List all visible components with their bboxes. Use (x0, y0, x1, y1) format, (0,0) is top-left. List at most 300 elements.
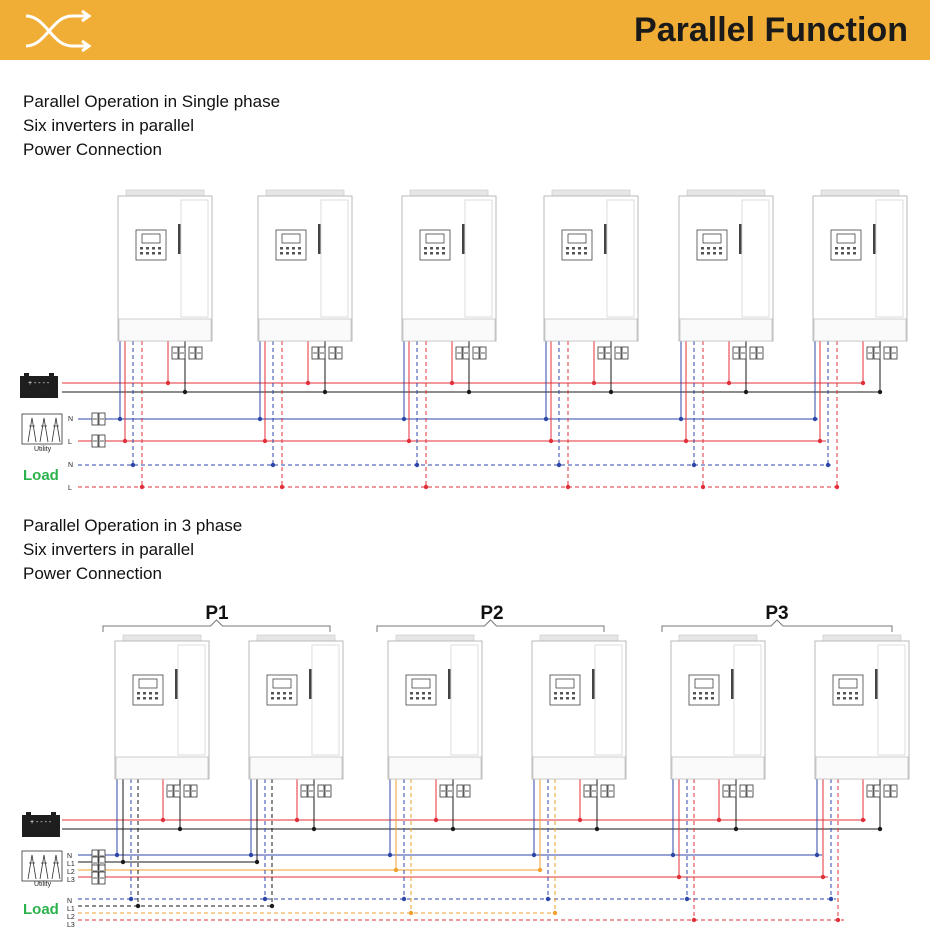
battery-terminal (51, 812, 56, 815)
junction-dot (407, 439, 411, 443)
junction-dot (532, 853, 536, 857)
junction-dot (671, 853, 675, 857)
load-wire-label-l1-three: L1 (67, 906, 75, 913)
button-key (137, 697, 140, 700)
lcd-screen (568, 234, 586, 243)
junction-dot (131, 463, 135, 467)
junction-dot (394, 868, 398, 872)
lcd-screen (556, 679, 574, 688)
button-key (155, 697, 158, 700)
junction-dot (255, 860, 259, 864)
inverter-base (672, 757, 764, 779)
wire-label-n-single: N (68, 416, 74, 423)
lcd-screen (695, 679, 713, 688)
button-key (853, 252, 856, 255)
button-key (572, 697, 575, 700)
single-phase-line-3: Power Connection (23, 140, 162, 159)
battery-breaker (312, 347, 325, 359)
junction-dot (684, 439, 688, 443)
handle-slot (873, 224, 876, 254)
junction-dot (829, 897, 833, 901)
inverter-single-2 (258, 190, 352, 341)
button-key (554, 692, 557, 695)
junction-dot (450, 381, 454, 385)
inverter-base (680, 319, 772, 341)
button-key (849, 697, 852, 700)
junction-dot (434, 818, 438, 822)
three-phase-line-3: Power Connection (23, 564, 162, 583)
battery-breaker-3p (601, 785, 614, 797)
button-key (841, 247, 844, 250)
battery-breaker-3p (440, 785, 453, 797)
button-key (155, 692, 158, 695)
lcd-screen (426, 234, 444, 243)
button-key (835, 252, 838, 255)
junction-dot (161, 818, 165, 822)
lcd-screen (282, 234, 300, 243)
junction-dot (388, 853, 392, 857)
button-key (430, 252, 433, 255)
inverter-top-cap (257, 635, 335, 641)
inverter-side-panel (595, 645, 622, 755)
button-key (277, 692, 280, 695)
button-key (430, 247, 433, 250)
battery-breaker-3p (867, 785, 880, 797)
junction-dot (263, 439, 267, 443)
button-key (137, 692, 140, 695)
inverter-base (250, 757, 342, 779)
battery-breaker-3p (301, 785, 314, 797)
button-key (572, 252, 575, 255)
button-key (566, 697, 569, 700)
button-key (271, 697, 274, 700)
junction-dot (553, 911, 557, 915)
battery-breaker-3p (167, 785, 180, 797)
button-key (422, 692, 425, 695)
junction-dot (692, 463, 696, 467)
battery-marks: + - - - - (28, 380, 50, 387)
wire-label-l1-three: L1 (67, 861, 75, 868)
inverter-three-1 (115, 635, 209, 779)
button-key (292, 252, 295, 255)
junction-dot (249, 853, 253, 857)
inverter-base (403, 319, 495, 341)
button-key (271, 692, 274, 695)
battery-breaker (867, 347, 880, 359)
inverters-layer (20, 190, 909, 884)
wire-label-l3-three: L3 (67, 877, 75, 884)
button-key (837, 697, 840, 700)
button-key (416, 697, 419, 700)
inverter-top-cap (552, 190, 630, 196)
wire-label-n-three: N (67, 853, 73, 860)
group-label-p1: P1 (205, 603, 229, 624)
button-key (289, 697, 292, 700)
battery-breaker (172, 347, 185, 359)
junction-dot (549, 439, 553, 443)
button-key (566, 692, 569, 695)
battery-breaker (733, 347, 746, 359)
button-key (707, 252, 710, 255)
button-key (572, 692, 575, 695)
battery-breaker (189, 347, 202, 359)
inverter-single-4 (544, 190, 638, 341)
junction-dot (183, 390, 187, 394)
inverter-base (119, 319, 211, 341)
button-key (699, 697, 702, 700)
lcd-screen (839, 679, 857, 688)
button-key (705, 697, 708, 700)
junction-dot (557, 463, 561, 467)
junction-dot (836, 918, 840, 922)
button-key (837, 692, 840, 695)
load-label-single: Load (23, 467, 59, 484)
button-key (283, 692, 286, 695)
single-phase-line-2: Six inverters in parallel (23, 116, 195, 135)
utility-breaker-3p-3 (92, 872, 105, 884)
button-key (847, 252, 850, 255)
button-key (701, 252, 704, 255)
utility-icon-single (22, 414, 62, 444)
inverter-side-panel (465, 200, 492, 317)
inverter-three-5 (671, 635, 765, 779)
button-key (280, 247, 283, 250)
button-key (298, 247, 301, 250)
button-key (289, 692, 292, 695)
lcd-screen (142, 234, 160, 243)
button-key (719, 252, 722, 255)
utility-label-three: Utility (34, 881, 52, 888)
junction-dot (323, 390, 327, 394)
inverter-single-5 (679, 190, 773, 341)
button-key (428, 692, 431, 695)
junction-dot (415, 463, 419, 467)
button-key (410, 692, 413, 695)
button-key (578, 252, 581, 255)
page-title: Parallel Function (634, 11, 908, 49)
battery-terminal (26, 812, 31, 815)
button-key (428, 697, 431, 700)
button-key (705, 692, 708, 695)
load-wire-label-n-three: N (67, 898, 73, 905)
wires-layer (62, 341, 892, 922)
junction-dot (402, 417, 406, 421)
junction-dot (734, 827, 738, 831)
battery-marks: + - - - - (30, 819, 52, 826)
handle-slot (178, 224, 181, 254)
button-key (158, 252, 161, 255)
lcd-screen (273, 679, 291, 688)
battery-breaker (615, 347, 628, 359)
button-key (416, 692, 419, 695)
inverter-three-6 (815, 635, 909, 779)
battery-label-three: BATTERY (26, 826, 58, 833)
inverter-side-panel (451, 645, 478, 755)
inverter-top-cap (823, 635, 901, 641)
junction-dot (166, 381, 170, 385)
handle-slot (731, 669, 734, 699)
inverter-top-cap (679, 635, 757, 641)
button-key (422, 697, 425, 700)
button-key (849, 692, 852, 695)
button-key (560, 692, 563, 695)
button-key (442, 252, 445, 255)
junction-dot (544, 417, 548, 421)
button-key (298, 252, 301, 255)
inverter-base (389, 757, 481, 779)
button-key (713, 247, 716, 250)
button-key (699, 692, 702, 695)
battery-breaker-3p (184, 785, 197, 797)
junction-dot (178, 827, 182, 831)
battery-breaker (473, 347, 486, 359)
junction-dot (727, 381, 731, 385)
inverter-base (814, 319, 906, 341)
junction-dot (861, 381, 865, 385)
junction-dot (295, 818, 299, 822)
button-key (841, 252, 844, 255)
inverter-top-cap (821, 190, 899, 196)
battery-breaker-3p (584, 785, 597, 797)
junction-dot (270, 904, 274, 908)
inverter-side-panel (181, 200, 208, 317)
load-label-three: Load (23, 901, 59, 918)
group-label-p3: P3 (765, 603, 789, 624)
load-wire-label-l3-three: L3 (67, 922, 75, 929)
handle-slot (739, 224, 742, 254)
load-wire-label-l-single: L (68, 485, 72, 492)
inverter-side-panel (321, 200, 348, 317)
inverter-top-cap (410, 190, 488, 196)
inverter-side-panel (742, 200, 769, 317)
junction-dot (451, 827, 455, 831)
inverter-side-panel (734, 645, 761, 755)
button-key (566, 252, 569, 255)
button-key (158, 247, 161, 250)
junction-dot (136, 904, 140, 908)
button-key (280, 252, 283, 255)
battery-breaker-3p (740, 785, 753, 797)
junction-dot (312, 827, 316, 831)
button-key (146, 252, 149, 255)
inverter-three-2 (249, 635, 343, 779)
handle-slot (175, 669, 178, 699)
button-key (701, 247, 704, 250)
battery-label-single: BATTERY (25, 388, 57, 395)
junction-dot (467, 390, 471, 394)
handle-slot (875, 669, 878, 699)
inverter-base (259, 319, 351, 341)
button-key (566, 247, 569, 250)
button-key (277, 697, 280, 700)
battery-icon-three (22, 812, 60, 837)
handle-slot (592, 669, 595, 699)
button-key (693, 692, 696, 695)
junction-dot (835, 485, 839, 489)
junction-dot (677, 875, 681, 879)
utility-label-single: Utility (34, 446, 52, 453)
junction-dot (578, 818, 582, 822)
button-key (843, 697, 846, 700)
button-key (578, 247, 581, 250)
button-key (855, 697, 858, 700)
junction-dot (717, 818, 721, 822)
junction-dot (129, 897, 133, 901)
inverter-side-panel (607, 200, 634, 317)
junction-dot (263, 897, 267, 901)
three-phase-line-2: Six inverters in parallel (23, 540, 195, 559)
button-key (584, 247, 587, 250)
inverter-single-6 (813, 190, 907, 341)
battery-breaker (598, 347, 611, 359)
button-key (146, 247, 149, 250)
inverter-three-3 (388, 635, 482, 779)
button-key (286, 247, 289, 250)
three-phase-line-1: Parallel Operation in 3 phase (23, 516, 243, 535)
battery-breaker-3p (723, 785, 736, 797)
junction-dot (409, 911, 413, 915)
inverter-base (545, 319, 637, 341)
inverter-single-1 (118, 190, 212, 341)
inverter-side-panel (312, 645, 339, 755)
button-key (693, 697, 696, 700)
handle-slot (462, 224, 465, 254)
button-key (711, 692, 714, 695)
button-key (719, 247, 722, 250)
button-key (853, 247, 856, 250)
inverter-top-cap (687, 190, 765, 196)
wire-label-l-single: L (68, 439, 72, 446)
battery-breaker-3p (884, 785, 897, 797)
button-key (711, 697, 714, 700)
battery-breaker (329, 347, 342, 359)
battery-breaker (884, 347, 897, 359)
button-key (424, 247, 427, 250)
button-key (140, 252, 143, 255)
button-key (143, 692, 146, 695)
button-key (424, 252, 427, 255)
button-key (707, 247, 710, 250)
button-key (442, 247, 445, 250)
button-key (149, 692, 152, 695)
button-key (286, 252, 289, 255)
junction-dot (861, 818, 865, 822)
junction-dot (595, 827, 599, 831)
button-key (152, 247, 155, 250)
load-wire-label-n-single: N (68, 462, 74, 469)
battery-breaker (456, 347, 469, 359)
button-key (436, 252, 439, 255)
button-key (143, 697, 146, 700)
junction-dot (609, 390, 613, 394)
handle-slot (448, 669, 451, 699)
inverter-single-3 (402, 190, 496, 341)
inverter-top-cap (266, 190, 344, 196)
junction-dot (118, 417, 122, 421)
junction-dot (685, 897, 689, 901)
junction-dot (140, 485, 144, 489)
handle-slot (318, 224, 321, 254)
group-label-p2: P2 (480, 603, 504, 624)
junction-dot (402, 897, 406, 901)
button-key (436, 247, 439, 250)
button-key (410, 697, 413, 700)
single-phase-line-1: Parallel Operation in Single phase (23, 92, 281, 111)
battery-breaker-3p (318, 785, 331, 797)
battery-breaker (750, 347, 763, 359)
button-key (283, 697, 286, 700)
button-key (560, 697, 563, 700)
junction-dot (115, 853, 119, 857)
battery-breaker-3p (457, 785, 470, 797)
inverter-top-cap (123, 635, 201, 641)
junction-dot (123, 439, 127, 443)
junction-dot (306, 381, 310, 385)
inverter-three-4 (532, 635, 626, 779)
button-key (554, 697, 557, 700)
junction-dot (701, 485, 705, 489)
inverter-base (533, 757, 625, 779)
inverter-base (116, 757, 208, 779)
junction-dot (821, 875, 825, 879)
junction-dot (878, 390, 882, 394)
junction-dot (538, 868, 542, 872)
battery-terminal (49, 373, 54, 376)
junction-dot (271, 463, 275, 467)
junction-dot (813, 417, 817, 421)
button-key (140, 247, 143, 250)
button-key (847, 247, 850, 250)
utility-icon-three (22, 851, 62, 881)
button-key (149, 697, 152, 700)
junction-dot (121, 860, 125, 864)
button-key (584, 252, 587, 255)
handle-slot (309, 669, 312, 699)
handle-slot (604, 224, 607, 254)
junction-dot (878, 827, 882, 831)
junction-dot (592, 381, 596, 385)
inverter-side-panel (178, 645, 205, 755)
junction-dot (679, 417, 683, 421)
inverter-base (816, 757, 908, 779)
button-key (713, 252, 716, 255)
inverter-side-panel (876, 200, 903, 317)
junction-dot (258, 417, 262, 421)
button-key (843, 692, 846, 695)
button-key (292, 247, 295, 250)
junction-dot (826, 463, 830, 467)
junction-dot (280, 485, 284, 489)
inverter-top-cap (540, 635, 618, 641)
junction-dot (818, 439, 822, 443)
lcd-screen (703, 234, 721, 243)
junction-dot (566, 485, 570, 489)
inverter-top-cap (396, 635, 474, 641)
load-wire-label-l2-three: L2 (67, 914, 75, 921)
button-key (835, 247, 838, 250)
lcd-screen (837, 234, 855, 243)
inverter-side-panel (878, 645, 905, 755)
button-key (152, 252, 155, 255)
junction-dot (744, 390, 748, 394)
button-key (855, 692, 858, 695)
lcd-screen (412, 679, 430, 688)
inverter-top-cap (126, 190, 204, 196)
junction-dot (815, 853, 819, 857)
junction-dot (692, 918, 696, 922)
junction-dot (546, 897, 550, 901)
junction-dot (424, 485, 428, 489)
